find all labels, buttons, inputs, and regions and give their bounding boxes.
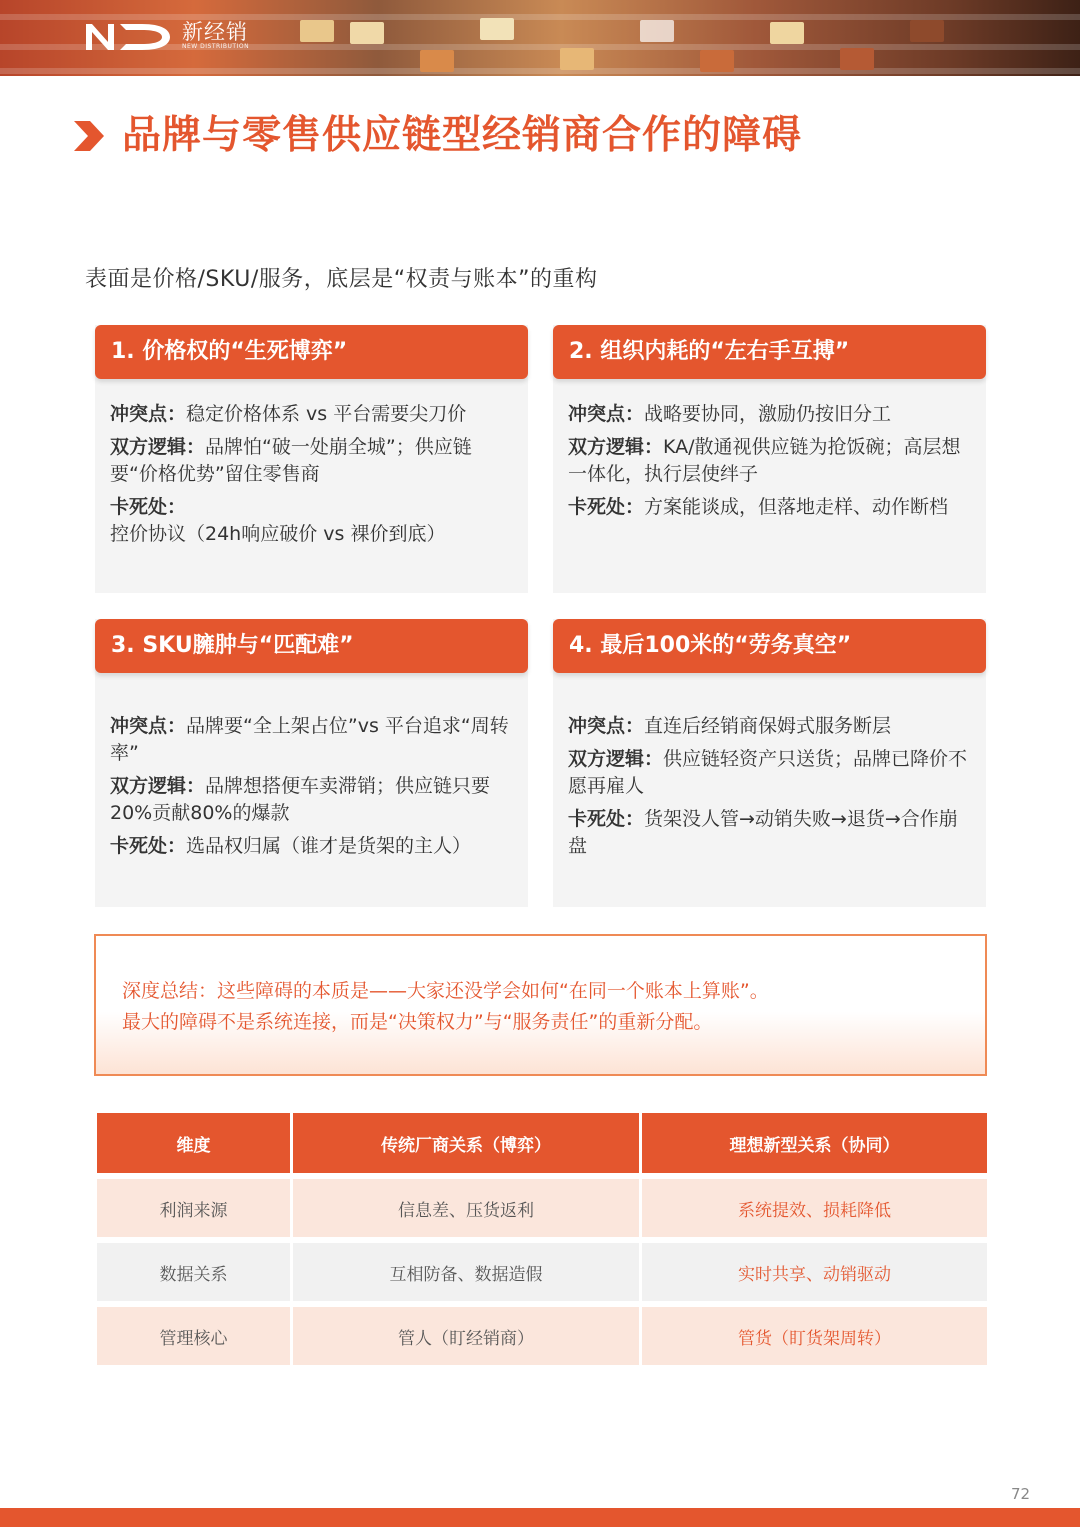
table-cell: 利润来源: [97, 1173, 293, 1237]
card-heading: 4. 最后100米的“劳务真空”: [553, 619, 986, 673]
card-item-conflict: 冲突点：稳定价格体系 vs 平台需要尖刀价: [110, 403, 467, 425]
table-cell: 管人（盯经销商）: [293, 1301, 642, 1365]
nd-logo-icon: [84, 18, 174, 54]
table-cell: 数据关系: [97, 1237, 293, 1301]
card-price-power: [95, 325, 528, 593]
brand-name-en: NEW DISTRIBUTION: [182, 43, 250, 50]
card-item-conflict: 冲突点：品牌要“全上架占位”vs 平台追求“周转率”: [110, 715, 509, 764]
summary-box: [94, 934, 987, 1076]
page-title: 品牌与零售供应链型经销商合作的障碍: [122, 113, 803, 158]
table-header-row: [97, 1113, 987, 1173]
page-number: 72: [1011, 1485, 1031, 1503]
table-header-cell: 传统厂商关系（博弈）: [293, 1113, 642, 1173]
card-item-logic: 双方逻辑：品牌想搭便车卖滞销；供应链只要20%贡献80%的爆款: [110, 775, 491, 824]
table-row: [97, 1301, 987, 1365]
table-cell: 实时共享、动销驱动: [642, 1237, 987, 1301]
card-item-blocker: 卡死处：选品权归属（谁才是货架的主人）: [110, 835, 472, 857]
comparison-table: [97, 1113, 987, 1365]
table-cell: 管货（盯货架周转）: [642, 1301, 987, 1365]
brand-logo: [84, 18, 249, 54]
card-item-blocker: 卡死处：控价协议（24h响应破价 vs 裸价到底）: [110, 496, 446, 545]
card-heading: 3. SKU臃肿与“匹配难”: [95, 619, 528, 673]
summary-line-1: 深度总结：这些障碍的本质是——大家还没学会如何“在同一个账本上算账”。: [122, 980, 769, 1002]
title-row: [72, 110, 802, 162]
table-cell: 管理核心: [97, 1301, 293, 1365]
card-item-logic: 双方逻辑：KA/散通视供应链为抢饭碗；高层想一体化，执行层使绊子: [568, 436, 961, 485]
card-item-conflict: 冲突点：战略要协同，激励仍按旧分工: [568, 403, 892, 425]
card-item-logic: 双方逻辑：品牌怕“破一处崩全城”；供应链要“价格优势”留住零售商: [110, 436, 472, 485]
chevron-right-icon: [72, 119, 106, 153]
card-org-friction: [553, 325, 986, 593]
header-banner: [0, 0, 1080, 76]
table-row: [97, 1173, 987, 1237]
card-item-logic: 双方逻辑：供应链轻资产只送货；品牌已降价不愿再雇人: [568, 748, 968, 797]
summary-line-2: 最大的障碍不是系统连接，而是“决策权力”与“服务责任”的重新分配。: [122, 1011, 713, 1033]
footer-bar: [0, 1508, 1080, 1527]
table-row: [97, 1237, 987, 1301]
card-item-conflict: 冲突点：直连后经销商保姆式服务断层: [568, 715, 892, 737]
table-header-cell: 理想新型关系（协同）: [642, 1113, 987, 1173]
card-last-mile: [553, 619, 986, 907]
table-cell: 互相防备、数据造假: [293, 1237, 642, 1301]
card-heading: 2. 组织内耗的“左右手互搏”: [553, 325, 986, 379]
card-item-blocker: 卡死处：货架没人管→动销失败→退货→合作崩盘: [568, 808, 958, 857]
card-item-blocker: 卡死处：方案能谈成，但落地走样、动作断档: [568, 496, 949, 518]
card-heading: 1. 价格权的“生死博弈”: [95, 325, 528, 379]
brand-name-cn: 新经销: [182, 20, 248, 44]
table-header-cell: 维度: [97, 1113, 293, 1173]
table-cell: 系统提效、损耗降低: [642, 1173, 987, 1237]
card-sku-bloat: [95, 619, 528, 907]
subtitle: 表面是价格/SKU/服务，底层是“权责与账本”的重构: [85, 267, 598, 292]
table-cell: 信息差、压货返利: [293, 1173, 642, 1237]
